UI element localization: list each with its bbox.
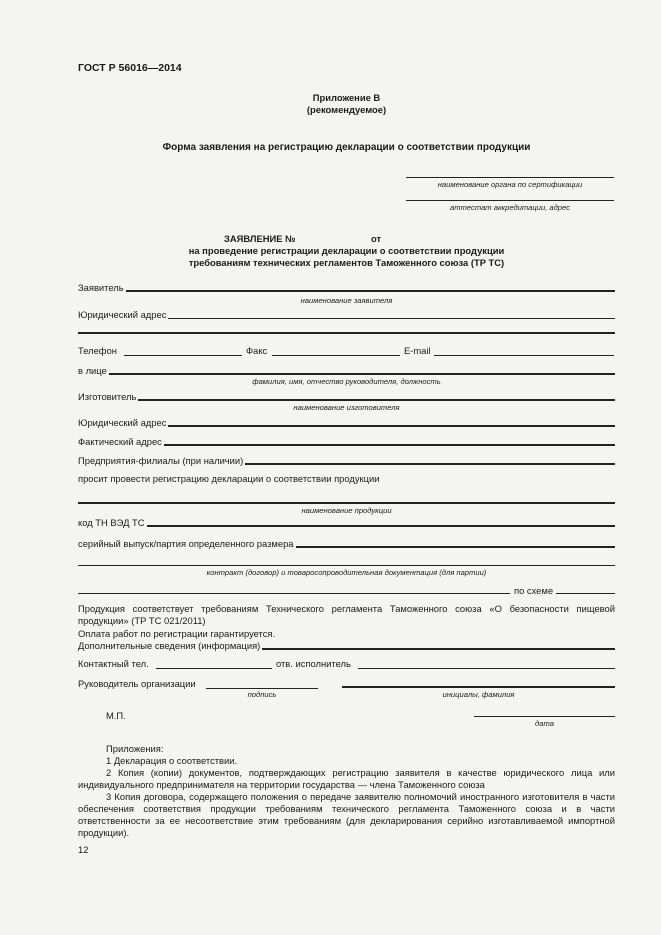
branches-field[interactable]	[245, 463, 615, 465]
product-caption: наименование продукции	[301, 506, 392, 515]
head-label: Руководитель организации	[78, 678, 196, 689]
in-person-row	[78, 364, 615, 376]
attachment-item-1: 1 Декларация о соответствии.	[106, 755, 238, 766]
applicant-caption: наименование заявителя	[300, 296, 393, 305]
legal-address-line2[interactable]	[78, 332, 615, 334]
date-field[interactable]	[474, 716, 615, 717]
contract-field[interactable]	[78, 565, 615, 566]
contract-caption: контракт (договор) и товаросопроводительная документация (для партии)	[206, 568, 487, 577]
product-field[interactable]	[78, 502, 615, 504]
additional-field[interactable]	[262, 648, 615, 650]
fax-field[interactable]	[272, 355, 400, 356]
organ-line	[406, 177, 614, 178]
attestat-caption: аттестат аккредитации, адрес	[450, 203, 570, 212]
legal-address2-field[interactable]	[168, 425, 615, 427]
serial-field[interactable]	[296, 546, 615, 548]
in-person-label: в лице	[78, 365, 107, 376]
legal-address-label: Юридический адрес	[78, 309, 167, 320]
attachment-item-2: 2 Копия (копии) документов, подтверждающих регистрацию заявителя в качестве юридического лица или индивидуального предпринимателя на территории государства — члена Таможенного союза	[78, 767, 615, 790]
form-title: Форма заявления на регистрацию декларации о соответствии продукции	[162, 142, 531, 153]
contact-phone-field[interactable]	[156, 668, 272, 669]
branches-label: Предприятия-филиалы (при наличии)	[78, 455, 244, 466]
standard-number: ГОСТ Р 56016—2014	[78, 62, 182, 74]
tn-ved-field[interactable]	[147, 525, 615, 527]
serial-row	[78, 537, 615, 549]
page-number: 12	[78, 844, 89, 855]
scheme-value-field[interactable]	[556, 593, 615, 594]
in-person-field[interactable]	[109, 373, 615, 375]
email-label: E-mail	[404, 345, 431, 356]
scheme-field[interactable]	[78, 593, 510, 594]
actual-address-label: Фактический адрес	[78, 436, 162, 447]
initials-caption: инициалы, фамилия	[442, 690, 515, 699]
executor-field[interactable]	[358, 668, 615, 669]
attachment-item-3: 3 Копия договора, содержащего положения о передаче заявителю полномочий иностранного изготовителя в части обеспечения соответствия продукции требованиям технического регламента Таможенного союза и в части ответственности за ее несоответствие этим требованиям (для декларирования серийно изготавливаемой импортной продукции).	[78, 791, 615, 838]
appendix-title: Приложение В	[312, 92, 381, 103]
person-caption: фамилия, имя, отчество руководителя, должность	[252, 377, 441, 386]
statement-date: от	[371, 233, 382, 244]
attestat-line	[406, 200, 614, 201]
email-field[interactable]	[434, 355, 614, 356]
payment-text: Оплата работ по регистрации гарантируется.	[78, 628, 276, 639]
signature-caption: подпись	[247, 690, 277, 699]
applicant-row	[78, 281, 615, 293]
tn-ved-label: код ТН ВЭД ТС	[78, 517, 145, 528]
executor-label: отв. исполнитель	[276, 658, 351, 669]
scheme-label: по схеме	[514, 585, 554, 596]
statement-line3: требованиям технических регламентов Таможенного союза (ТР ТС)	[188, 257, 505, 268]
manufacturer-caption: наименование изготовителя	[293, 403, 400, 412]
serial-label: серийный выпуск/партия определенного размера	[78, 538, 294, 549]
stamp-label: М.П.	[106, 710, 126, 721]
statement-number: ЗАЯВЛЕНИЕ №	[224, 233, 296, 244]
legal-address-row	[78, 308, 615, 320]
statement-line2: на проведение регистрации декларации о соответствии продукции	[188, 245, 505, 256]
manufacturer-field[interactable]	[138, 399, 615, 401]
additional-label: Дополнительные сведения (информация)	[78, 640, 261, 651]
contact-phone-label: Контактный тел.	[78, 658, 149, 669]
legal-address2-row	[78, 416, 615, 428]
organ-caption: наименование органа по сертификации	[437, 180, 583, 189]
legal-address-field[interactable]	[168, 318, 615, 319]
legal-address2-label: Юридический адрес	[78, 417, 167, 428]
tn-ved-row	[78, 516, 615, 528]
request-text: просит провести регистрацию декларации о соответствии продукции	[78, 473, 380, 484]
compliance-text: Продукция соответствует требованиям Технического регламента Таможенного союза «О безопасности пищевой продукции» (ТР ТС 021/2011)	[78, 603, 615, 626]
phone-field[interactable]	[124, 355, 242, 356]
manufacturer-row	[78, 390, 615, 402]
signature-field[interactable]	[206, 688, 318, 689]
appendix-subtitle: (рекомендуемое)	[306, 104, 387, 115]
additional-row	[78, 639, 615, 651]
fax-label: Факс	[246, 345, 268, 356]
actual-address-row	[78, 435, 615, 447]
manufacturer-label: Изготовитель	[78, 391, 137, 402]
applicant-field[interactable]	[126, 290, 615, 292]
branches-row	[78, 454, 615, 466]
phone-label: Телефон	[78, 345, 117, 356]
actual-address-field[interactable]	[164, 444, 615, 446]
initials-field[interactable]	[342, 686, 615, 688]
applicant-label: Заявитель	[78, 282, 124, 293]
date-caption: дата	[535, 719, 554, 728]
attachments-title: Приложения:	[106, 743, 164, 754]
